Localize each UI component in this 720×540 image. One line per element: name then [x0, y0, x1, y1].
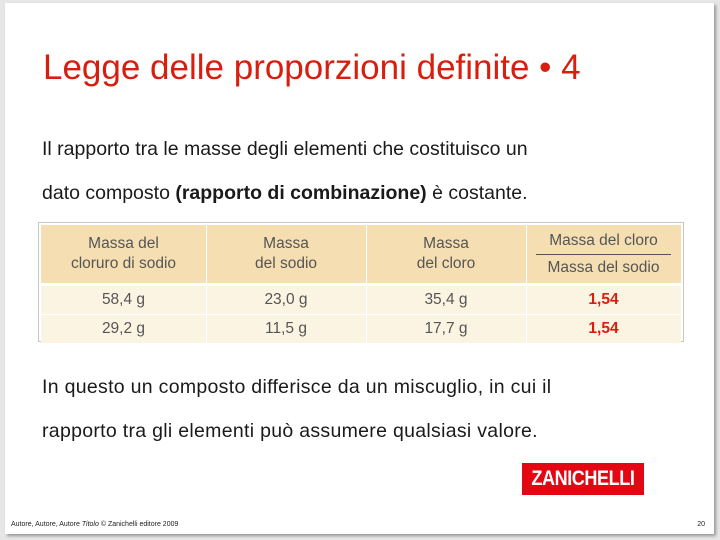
intro-paragraph [42, 127, 692, 215]
table-cell: 11,5 g [265, 320, 307, 337]
intro-line-2-end: è costante. [426, 182, 528, 204]
intro-line-1: Il rapporto tra le masse degli elementi che costituisco un [42, 138, 528, 160]
table-row [41, 314, 681, 343]
fraction-bar [536, 254, 671, 255]
header-sodio-line-2: del sodio [254, 255, 318, 272]
table-cell: 17,7 g [424, 320, 468, 337]
column-divider [366, 225, 367, 283]
header-cell-ratio [526, 225, 681, 283]
table-header [41, 225, 681, 283]
column-divider [526, 225, 527, 283]
footer-publisher: © Zanichelli editore 2009 [98, 521, 179, 528]
ratio-denominator: Massa del sodio [547, 259, 660, 276]
header-cloro-line-2: del cloro [416, 255, 476, 272]
outro-line-1: In questo un composto differisce da un miscuglio, in cui il [42, 376, 552, 398]
column-divider [206, 225, 207, 283]
ratio-numerator: Massa del cloro [549, 232, 658, 249]
header-cell-sodio [206, 225, 366, 283]
table-cell: 58,4 g [101, 291, 146, 308]
column-divider [206, 286, 207, 314]
column-divider [366, 315, 367, 343]
outro-paragraph [42, 365, 692, 453]
header-cloruro-line-1: Massa del [88, 235, 159, 252]
data-table [38, 222, 684, 342]
table-row [41, 286, 681, 314]
slide-title: Legge delle proporzioni definite • 4 [43, 48, 581, 87]
ratio-value: 1,54 [588, 320, 619, 337]
column-divider [526, 286, 527, 314]
header-cloro-line-1: Massa [423, 235, 469, 252]
page-number: 20 [697, 521, 705, 528]
column-divider [526, 315, 527, 343]
table-cell: 29,2 g [101, 320, 146, 337]
header-cell-cloro [366, 225, 526, 283]
intro-line-2-bold: (rapporto di combinazione) [175, 182, 427, 204]
footer-authors: Autore, Autore, Autore [11, 521, 82, 528]
column-divider [366, 286, 367, 314]
column-divider [206, 315, 207, 343]
header-cloruro-line-2: cloruro di sodio [70, 255, 177, 272]
intro-line-2-start: dato composto [42, 182, 176, 204]
table-cell: 23,0 g [264, 291, 308, 308]
slide [5, 3, 714, 534]
outro-line-2: rapporto tra gli elementi può assumere qualsiasi valore. [42, 420, 538, 442]
header-sodio-line-1: Massa [263, 235, 309, 252]
table-cell: 35,4 g [424, 291, 468, 308]
footer-credits [11, 521, 178, 528]
logo-text: ZANICHELLI [531, 467, 635, 490]
zanichelli-logo [522, 463, 644, 495]
ratio-value: 1,54 [588, 291, 619, 308]
header-cell-cloruro [41, 225, 206, 283]
footer-title: Titolo [81, 521, 99, 528]
